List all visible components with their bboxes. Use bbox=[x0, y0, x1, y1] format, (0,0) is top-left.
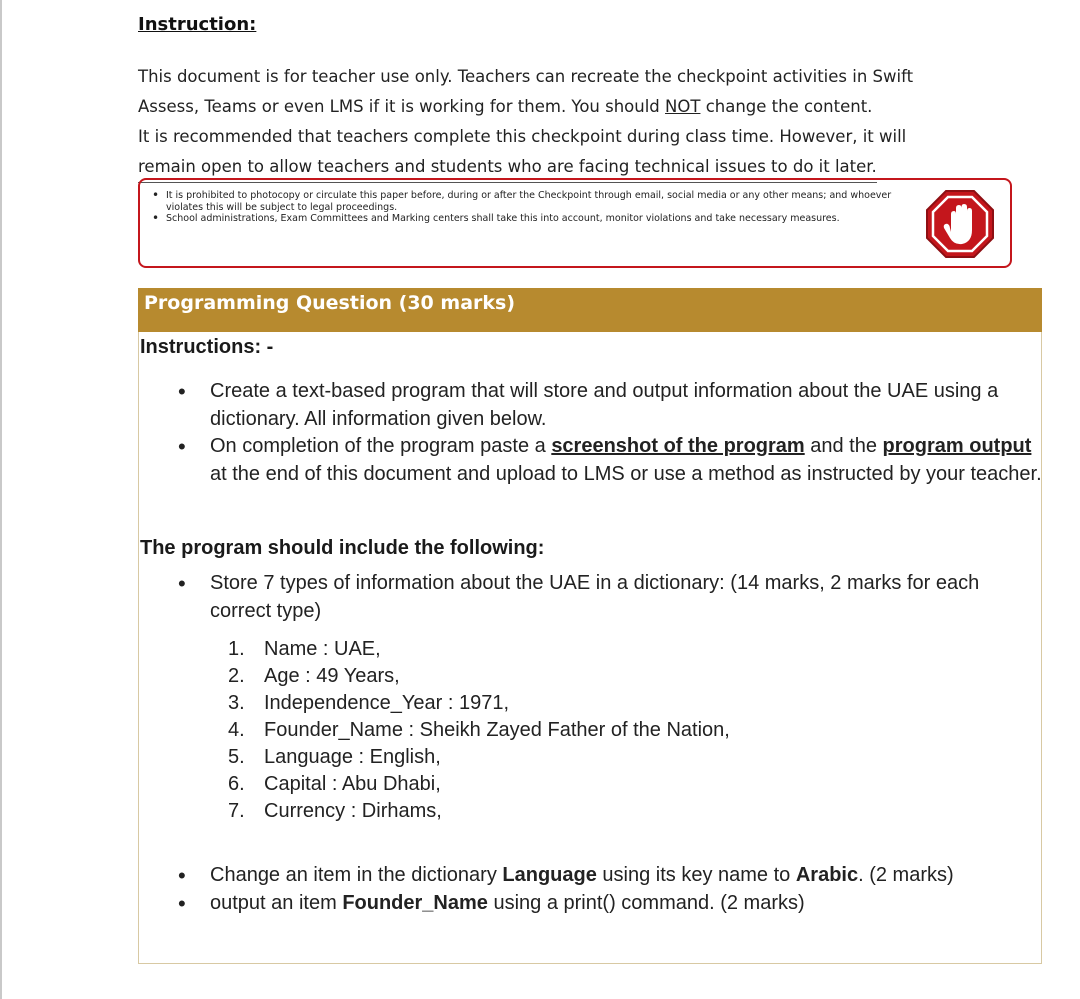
item-text: Language : English, bbox=[264, 746, 441, 768]
intro-paragraph bbox=[138, 62, 1038, 183]
instruction-bullet-create: • Create a text-based program that will store and output information about the UAE using a dictionary. All information given below. bbox=[172, 378, 1052, 433]
item-number: 1. bbox=[228, 638, 245, 660]
dictionary-item bbox=[228, 663, 730, 690]
dictionary-items-list bbox=[228, 636, 730, 825]
change-text: Change an item in the dictionary bbox=[210, 864, 503, 886]
item-text: Capital : Abu Dhabi, bbox=[264, 773, 441, 795]
requirements-list bbox=[172, 570, 1032, 625]
stop-hand-icon bbox=[924, 188, 996, 260]
item-text: Founder_Name : Sheikh Zayed Father of the Nation, bbox=[264, 719, 730, 741]
dictionary-item bbox=[228, 636, 730, 663]
dictionary-item bbox=[228, 744, 730, 771]
not-emphasis: NOT bbox=[665, 97, 701, 116]
arabic-value: Arabic bbox=[795, 864, 859, 886]
program-requirements-heading: The program should include the following: bbox=[140, 537, 545, 559]
change-item-bullet bbox=[172, 862, 1032, 890]
intro-line-3: It is recommended that teachers complete this checkpoint during class time. However, it will bbox=[138, 127, 907, 146]
completion-middle: and the bbox=[804, 435, 883, 457]
item-text: Currency : Dirhams, bbox=[264, 800, 442, 822]
item-number: 7. bbox=[228, 800, 245, 822]
warning-item-photocopy: • It is prohibited to photocopy or circulate this paper before, during or after the Checkpoint through email, social media or any other means; and whoever violates this will be subject to legal proceedings. bbox=[150, 190, 910, 213]
instruction-heading: Instruction: bbox=[138, 14, 257, 35]
dictionary-item bbox=[228, 771, 730, 798]
change-end: . (2 marks) bbox=[858, 864, 954, 886]
instructions-label: Instructions: - bbox=[140, 336, 274, 358]
intro-line-4-text: remain open to allow teachers and students who are facing technical issues to do it later. bbox=[138, 152, 877, 183]
dictionary-item bbox=[228, 690, 730, 717]
change-middle: using its key name to bbox=[596, 864, 796, 886]
output-text: output an item bbox=[210, 891, 343, 914]
completion-text: On completion of the program paste a bbox=[210, 435, 552, 457]
intro-line-2 bbox=[138, 92, 1038, 122]
instructions-list bbox=[172, 378, 1052, 488]
intro-line-2-text: Assess, Teams or even LMS if it is working for them. You should bbox=[138, 97, 666, 116]
warning-box bbox=[138, 178, 1012, 268]
output-end: using a print() command. (2 marks) bbox=[487, 891, 805, 914]
item-text: Name : UAE, bbox=[264, 638, 381, 660]
program-output-emphasis: program output bbox=[882, 435, 1032, 457]
dictionary-item bbox=[228, 798, 730, 825]
item-text: Independence_Year : 1971, bbox=[264, 692, 510, 714]
founder-name-key: Founder_Name bbox=[342, 891, 488, 914]
tasks-list bbox=[172, 862, 1032, 917]
output-item-bullet bbox=[172, 890, 1032, 918]
item-number: 2. bbox=[228, 665, 245, 687]
language-key: Language bbox=[502, 864, 597, 886]
item-number: 4. bbox=[228, 719, 245, 741]
page-edge bbox=[0, 0, 2, 999]
item-number: 5. bbox=[228, 746, 245, 768]
item-number: 6. bbox=[228, 773, 245, 795]
screenshot-emphasis: screenshot of the program bbox=[551, 435, 805, 457]
warning-list bbox=[150, 190, 910, 225]
question-title-bar: Programming Question (30 marks) bbox=[138, 288, 1042, 332]
instruction-bullet-completion bbox=[172, 433, 1052, 488]
dictionary-item bbox=[228, 717, 730, 744]
item-text: Age : 49 Years, bbox=[264, 665, 400, 687]
completion-end: at the end of this document and upload to LMS or use a method as instructed by your teacher. bbox=[210, 462, 1042, 485]
store-bullet: • Store 7 types of information about the UAE in a dictionary: (14 marks, 2 marks for each correct type) bbox=[172, 570, 1032, 625]
item-number: 3. bbox=[228, 692, 245, 714]
intro-line-1: This document is for teacher use only. Teachers can recreate the checkpoint activities in Swift bbox=[138, 67, 914, 86]
intro-line-2-end: change the content. bbox=[700, 97, 873, 116]
warning-item-administrations: • School administrations, Exam Committees and Marking centers shall take this into account, monitor violations and take necessary measures. bbox=[150, 213, 910, 225]
